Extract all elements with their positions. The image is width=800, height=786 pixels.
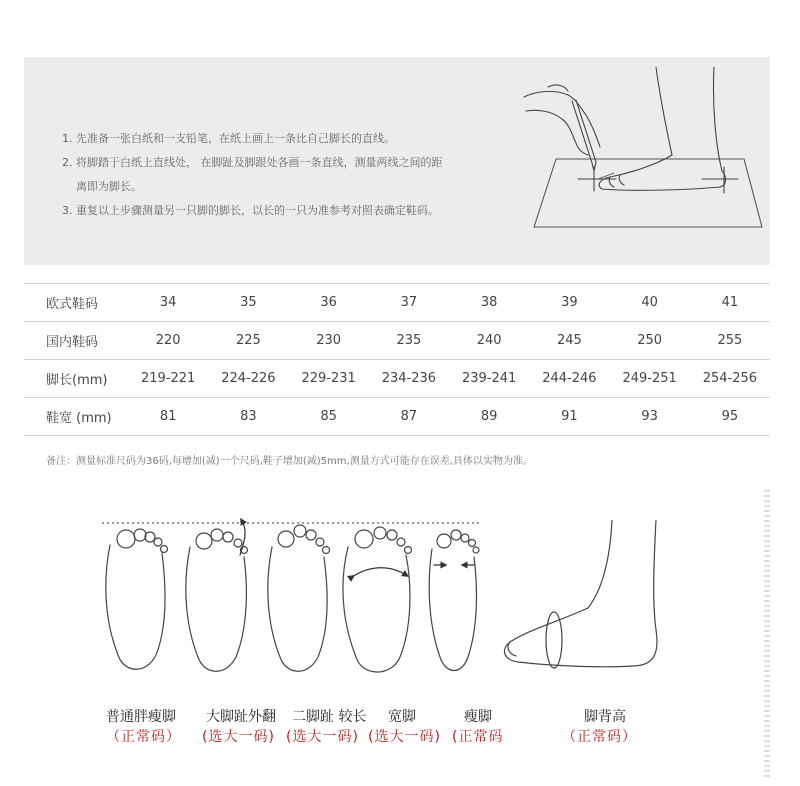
foot-type-label-second-toe: 二脚趾 较长 [292, 709, 367, 725]
foot-type-advice-high-instep: （正常码） [562, 729, 637, 745]
foot-type-label-high-instep: 脚背高 [584, 709, 626, 725]
table-cell: 93 [610, 398, 690, 436]
instruction-step-2-cont: 离即为脚长。 [76, 180, 142, 193]
table-cell: 225 [208, 322, 288, 360]
table-cell: 87 [369, 398, 449, 436]
table-cell: 83 [208, 398, 288, 436]
size-chart-table [24, 283, 770, 436]
table-cell: 39 [529, 284, 609, 322]
table-cell: 38 [449, 284, 529, 322]
measure-instructions-panel [24, 57, 770, 265]
foot-type-label-slim: 瘦脚 [464, 709, 492, 725]
foot-type-label-normal: 普通胖瘦脚 [106, 709, 176, 725]
table-cell: 249-251 [610, 360, 690, 398]
table-cell: 40 [610, 284, 690, 322]
table-cell: 219-221 [128, 360, 208, 398]
high-instep-foot-illustration [492, 520, 672, 680]
size-note: 备注：测量标准尺码为36码,每增加(减)一个尺码,鞋子增加(减)5mm,测量方式可能存在误差,具体以实物为准。 [46, 456, 533, 467]
table-row [24, 360, 770, 398]
table-cell: 89 [449, 398, 529, 436]
decorative-edge [764, 490, 770, 780]
foot-type-advice-bunion: (选大一码) [202, 729, 275, 745]
table-row [24, 398, 770, 436]
table-cell: 220 [128, 322, 208, 360]
instruction-step-3: 3. 重复以上步骤测量另一只脚的脚长，以长的一只为准参考对照表确定鞋码。 [62, 204, 439, 217]
table-cell: 235 [369, 322, 449, 360]
row-label-foot-length: 脚长(mm) [24, 360, 128, 398]
row-label-shoe-width: 鞋宽 (mm) [24, 398, 128, 436]
row-label-eu-size: 欧式鞋码 [24, 284, 128, 322]
table-cell: 245 [529, 322, 609, 360]
table-cell: 239-241 [449, 360, 529, 398]
table-cell: 91 [529, 398, 609, 436]
table-cell: 41 [690, 284, 770, 322]
instruction-list [62, 127, 502, 223]
table-cell: 234-236 [369, 360, 449, 398]
table-cell: 254-256 [690, 360, 770, 398]
foot-measuring-illustration [506, 67, 766, 267]
table-cell: 36 [289, 284, 369, 322]
table-cell: 224-226 [208, 360, 288, 398]
foot-type-advice-wide: (选大一码) [368, 729, 441, 745]
table-cell: 95 [690, 398, 770, 436]
table-cell: 34 [128, 284, 208, 322]
table-cell: 250 [610, 322, 690, 360]
table-cell: 240 [449, 322, 529, 360]
table-cell: 230 [289, 322, 369, 360]
table-row [24, 322, 770, 360]
foot-type-advice-second-toe: (选大一码) [286, 729, 359, 745]
table-cell: 255 [690, 322, 770, 360]
row-label-cn-size: 国内鞋码 [24, 322, 128, 360]
table-cell: 81 [128, 398, 208, 436]
table-cell: 85 [289, 398, 369, 436]
table-row [24, 284, 770, 322]
foot-type-label-wide: 宽脚 [388, 709, 416, 725]
table-cell: 37 [369, 284, 449, 322]
foot-type-label-bunion: 大脚趾外翻 [206, 709, 276, 725]
instruction-step-1: 1. 先准备一张白纸和一支铅笔，在纸上画上一条比自己脚长的直线。 [62, 132, 395, 145]
table-cell: 229-231 [289, 360, 369, 398]
foot-types-illustration [90, 505, 490, 700]
foot-type-advice-normal: （正常码） [106, 729, 181, 745]
foot-type-advice-slim: (正常码 [452, 729, 504, 745]
table-cell: 244-246 [529, 360, 609, 398]
table-cell: 35 [208, 284, 288, 322]
instruction-step-2: 2. 将脚踏于白纸上直线处， 在脚趾及脚跟处各画一条直线，测量两线之间的距 [62, 156, 443, 169]
